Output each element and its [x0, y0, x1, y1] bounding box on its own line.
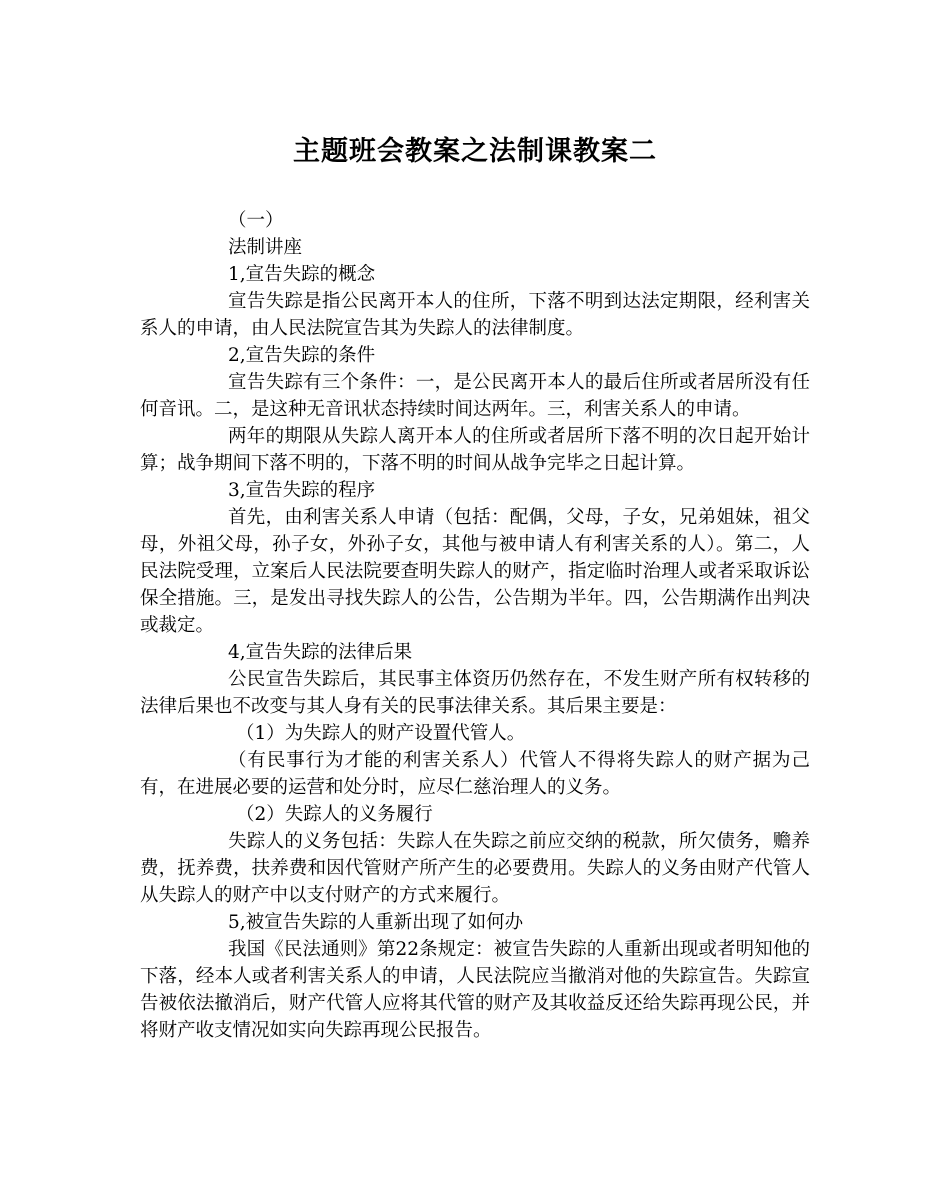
paragraph-obligations: 失踪人的义务包括：失踪人在失踪之前应交纳的税款，所欠债务，赡养费，抚养费，扶养费和因代管财产所产生的必要费用。失踪人的义务由财产代管人从失踪人的财产中以支付财产的方式来履行。	[140, 831, 810, 906]
document-title: 主题班会教案之法制课教案二	[293, 136, 657, 167]
subheading-2: 2,宣告失踪的条件	[228, 345, 376, 366]
subheading-5: 5,被宣告失踪的人重新出现了如何办	[228, 912, 524, 933]
paragraph-conditions: 宣告失踪有三个条件：一，是公民离开本人的最后住所或者居所没有任何音讯。二，是这种无音讯状态持续时间达两年。三，利害关系人的申请。	[140, 372, 810, 420]
paragraph-period: 两年的期限从失踪人离开本人的住所或者居所下落不明的次日起开始计算；战争期间下落不明的，下落不明的时间从战争完毕之日起计算。	[140, 426, 810, 474]
subheading-1: 1,宣告失踪的概念	[228, 264, 376, 285]
section-marker: （一）	[228, 210, 284, 231]
list-item-1: （1）为失踪人的财产设置代管人。	[236, 723, 526, 744]
paragraph-reappearance: 我国《民法通则》第22条规定：被宣告失踪的人重新出现或者明知他的下落，经本人或者利害关系人的申请，人民法院应当撤消对他的失踪宣告。失踪宣告被依法撤消后，财产代管人应将其代管的财产及其收益反还给失踪再现公民，并将财产收支情况如实向失踪再现公民报告。	[140, 939, 810, 1041]
subheading-4: 4,宣告失踪的法律后果	[228, 642, 413, 663]
subheading-3: 3,宣告失踪的程序	[228, 480, 376, 501]
paragraph-procedure: 首先，由利害关系人申请（包括：配偶，父母，子女，兄弟姐妹，祖父母，外祖父母，孙子女，外孙子女，其他与被申请人有利害关系的人）。第二，人民法院受理，立案后人民法院要查明失踪人的财产，指定临时治理人或者采取诉讼保全措施。三，是发出寻找失踪人的公告，公告期为半年。四，公告期满作出判决或裁定。	[140, 507, 810, 636]
list-item-2: （2）失踪人的义务履行	[236, 804, 433, 825]
paragraph-definition: 宣告失踪是指公民离开本人的住所，下落不明到达法定期限，经利害关系人的申请，由人民法院宣告其为失踪人的法律制度。	[140, 291, 810, 339]
paragraph-consequences: 公民宣告失踪后，其民事主体资历仍然存在，不发生财产所有权转移的法律后果也不改变与其人身有关的民事法律关系。其后果主要是：	[140, 669, 810, 717]
document-body	[140, 207, 810, 1044]
paragraph-custodian: （有民事行为才能的利害关系人）代管人不得将失踪人的财产据为己有，在进展必要的运营和处分时，应尽仁慈治理人的义务。	[140, 750, 810, 798]
section-heading: 法制讲座	[228, 237, 303, 258]
